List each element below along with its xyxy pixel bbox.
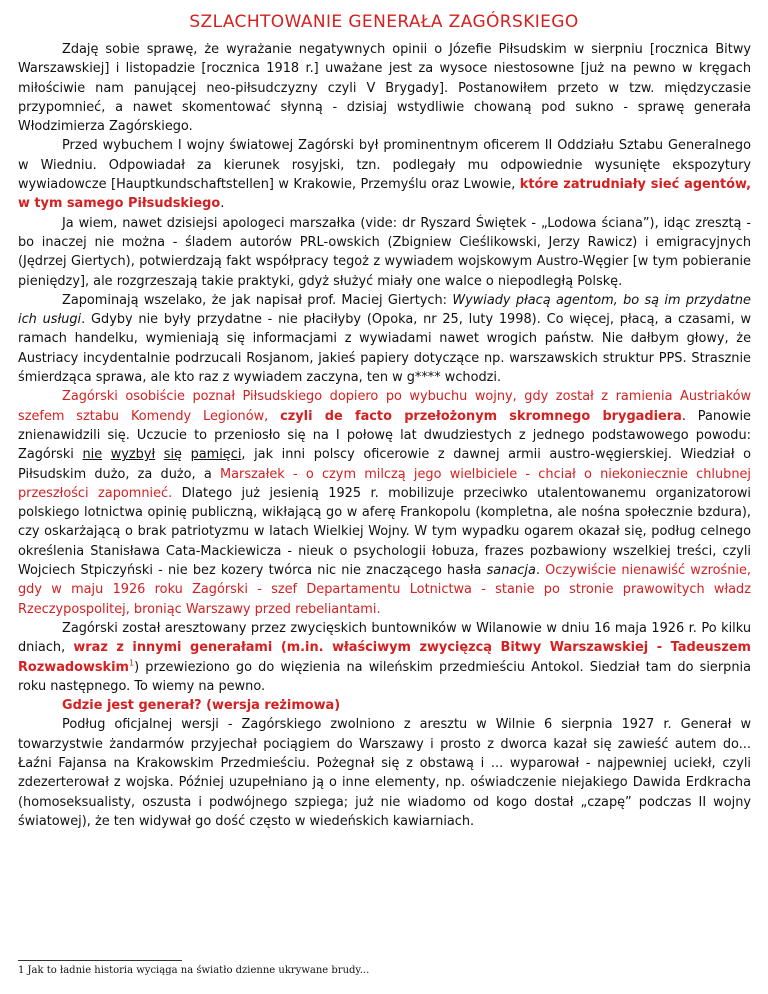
paragraph-5-bold-red: czyli de facto przełożonym skromnego brygadiera (280, 408, 682, 424)
paragraph-6-rest: ) przewieziono go do więzienia na wileńskim przedmieściu Antokol. Siedział tam do sierpnia roku następnego. To wiemy na pewno. (18, 659, 751, 694)
paragraph-2-end: . (220, 196, 225, 212)
paragraph-5-sanacja: sanacja (486, 563, 536, 579)
underlined-word-1: nie (82, 447, 103, 463)
paragraph-6-text: Zagórski został aresztowany przez zwycięskich buntowników w Wilanowie w dniu 16 maja 1926 r. Po kilku dniach, (18, 620, 751, 656)
footnote: 1 Jak to ładnie historia wyciąga na światło dzienne ukrywane brudy... (18, 965, 370, 976)
footnote-ref[interactable]: 1 (128, 658, 135, 668)
footnote-divider (18, 960, 182, 961)
paragraph-4 (18, 291, 751, 387)
paragraph-5-text-2: , jak inni polscy oficerowie z dawnej armii austro-węgierskiej. Wiedział o Piłsudskim dużo, za dużo, a (18, 447, 752, 482)
paragraph-5-red-intro: Zagórski osobiście poznał Piłsudskiego dopiero po wybuchu wojny, gdy został z ramienia Austriaków szefem sztabu Komendy Legionów, (18, 389, 751, 424)
paragraph-6 (18, 619, 751, 696)
paragraph-3: Ja wiem, nawet dzisiejsi apologeci marszałka (vide: dr Ryszard Świętek - „Lodowa ściana”), idąc zresztą - bo inaczej nie można - śladem autorów PRL-owskich (Zbigniew Cieślikowski, Jerzy Rawicz) i emigracyjnych (Jędrzej Giertych), potwierdzają fakt współpracy tegoż z wywiadem wojskowym Austro-Węgier [w tym pobieranie pieniędzy], ale rozgrzeszają takie praktyki, gdyż służyć miały one walce o niepodległą Polskę. (18, 215, 751, 289)
paragraph-7: Podług oficjalnej wersji - Zagórskiego zwolniono z aresztu w Wilnie 6 sierpnia 1927 r. Generał w towarzystwie żandarmów przyjechał pociągiem do Warszawy i prosto z dworca kazał się zawieść autem do... Łaźni Fajansa na Krakowskim Przedmieściu. Pożegnał się z obstawą i ... wyparował - najpewniej uciekł, czyli zdezerterował z wojska. Później uzupełniano ją o inne elementy, np. oświadczenie niejakiego Dawida Erdkracha (homoseksualisty, oszusta i podwójnego szpiega; już nie wiadomo od kogo dostał „czapę” podczas II wojny światowej), że ten widywał go dość często w wiedeńskich kawiarniach. (18, 717, 751, 829)
underlined-word-2: wyzbył (110, 447, 156, 463)
paragraph-5-text: . Panowie znienawidzili się. Uczucie to przeniosło się na I połowę lat dwudziestych z jednego podstawowego powodu: Zagórski (18, 408, 751, 463)
section-heading: Gdzie jest generał? (wersja reżimowa) (62, 698, 341, 714)
paragraph-6-bold-red: wraz z innymi generałami (m.in. właściwym zwycięzcą Bitwy Warszawskiej - Tadeuszem Rozwadowskim (18, 640, 751, 675)
paragraph-1: Zdaję sobie sprawę, że wyrażanie negatywnych opinii o Józefie Piłsudskim w sierpniu [rocznica Bitwy Warszawskiej] i listopadzie [rocznica 1918 r.] uważane jest za wysoce niestosowne [już na pewno w kręgach miłościwie nam panującej neo-piłsudczyzny czyli V Brygady]. Postanowiłem przeto w tzw. międzyczasie przypomnieć, a nawet skomentować słynną - dzisiaj wstydliwie chowaną pod sukno - sprawę generała Włodzimierza Zagórskiego. (18, 42, 751, 135)
paragraph-5-text-3: Dlatego już jesienią 1925 r. mobilizuje przeciwko utalentowanemu organizatorowi polskiego lotnictwa opinię publiczną, wikłającą go w aferę Frankopolu (kompletna, ale nośna społecznie bzdura), czy oskarżającą o brak patriotyzmu w latach Wielkiej Wojny. W tym wypadku ogarem okazał się, podług celnego określenia Stanisława Cata-Mackiewicza - nieuk o psychologii łobuza, frazes pozbawiony wszelkiej treści, czyli Wojciech Stpiczyński - nie bez kozery twórca nic nie znaczącego hasła (18, 485, 751, 579)
paragraph-4-quote: Wywiady płacą agentom, bo są im przydatne ich usługi (18, 292, 751, 328)
page-title: SZLACHTOWANIE GENERAŁA ZAGÓRSKIEGO (189, 12, 579, 32)
paragraph-4-rest: . Gdyby nie były przydatne - nie płaciłyby (Opoka, nr 25, luty 1998). Co więcej, płacą, a czasami, w ramach handelku, wymieniają się informacjami z wywiadami nawet wrogich państw. Nie dałbym głowy, że Austriacy incydentalnie podrzucali Rosjanom, jakieś papiery dotyczące np. warszawskich struktur PPS. Strasznie śmierdząca sprawa, ale kto raz z wywiadem zaczyna, ten w g**** wchodzi. (18, 312, 751, 386)
paragraph-5-red-marshal: Marszałek - o czym milczą jego wielbiciele - chciał o niekoniecznie chlubnej przeszłości zapomnieć. (18, 466, 752, 501)
article-body (18, 40, 751, 831)
paragraph-5-red-end: Oczywiście nienawiść wzrośnie, gdy w maju 1926 roku Zagórski - szef Departamentu Lotnictwa - stanie po stronie prawowitych władz Rzeczypospolitej, broniąc Warszawy przed rebeliantami. (18, 563, 751, 617)
underlined-word-4: pamięci (190, 447, 242, 463)
paragraph-2-text: Przed wybuchem I wojny światowej Zagórski był prominentnym oficerem II Oddziału Sztabu Generalnego w Wiedniu. Odpowiadał za kierunek rosyjski, tzn. podlegały mu odpowiednie wysunięte ekspozytury wywiadowcze [Hauptkundschaftstellen] w Krakowie, Przemyślu oraz Lwowie, (18, 138, 751, 193)
paragraph-4-text: Zapominają wszelako, że jak napisał prof. Maciej Giertych: (62, 292, 453, 308)
paragraph-2 (18, 136, 751, 213)
underlined-word-3: się (163, 447, 182, 463)
paragraph-2-highlight: które zatrudniały sieć agentów, w tym samego Piłsudskiego (18, 177, 751, 212)
paragraph-5 (18, 387, 751, 619)
paragraph-5-sep: . (535, 563, 546, 579)
